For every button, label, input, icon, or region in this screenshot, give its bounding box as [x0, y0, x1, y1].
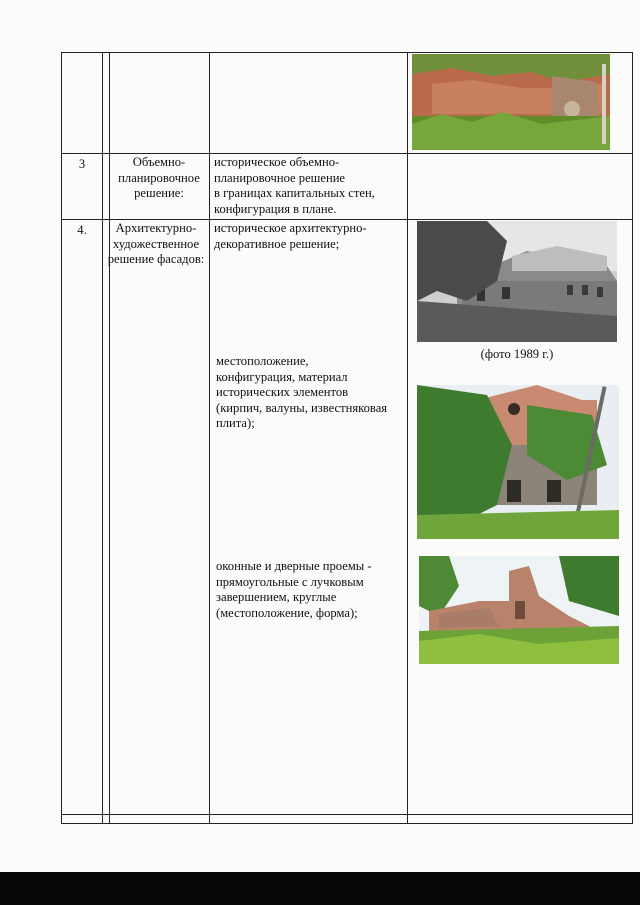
photo-caption: (фото 1989 г.)	[480, 347, 554, 361]
column-divider	[209, 53, 210, 823]
element-description: историческое архитектурно- декоративное решение;	[214, 221, 367, 251]
protected-elements-table	[61, 52, 633, 824]
element-name: Архитектурно- художественное решение фасадов:	[107, 221, 205, 266]
ruin-wall-photo	[412, 54, 610, 150]
scanner-bottom-edge	[0, 872, 640, 905]
element-description: историческое объемно- планировочное решение в границах капитальных стен, конфигурация в плане.	[214, 155, 375, 216]
facade-tree-photo	[417, 385, 619, 539]
column-divider	[407, 53, 408, 823]
column-divider	[102, 53, 103, 823]
row-number: 3	[78, 157, 86, 171]
row-divider	[62, 814, 632, 815]
element-name: Объемно- планировочное решение:	[118, 155, 200, 200]
row-number: 4.	[77, 223, 87, 237]
row-divider	[62, 153, 632, 154]
element-description: оконные и дверные проемы - прямоугольные с лучковым завершением, круглые (местоположение, форма);	[216, 559, 372, 620]
element-description: местоположение, конфигурация, материал исторических элементов (кирпич, валуны, известняковая плита);	[216, 354, 388, 430]
row-divider	[62, 219, 632, 220]
building-1989-photo	[417, 221, 617, 342]
ruins-arch-photo	[419, 556, 619, 664]
